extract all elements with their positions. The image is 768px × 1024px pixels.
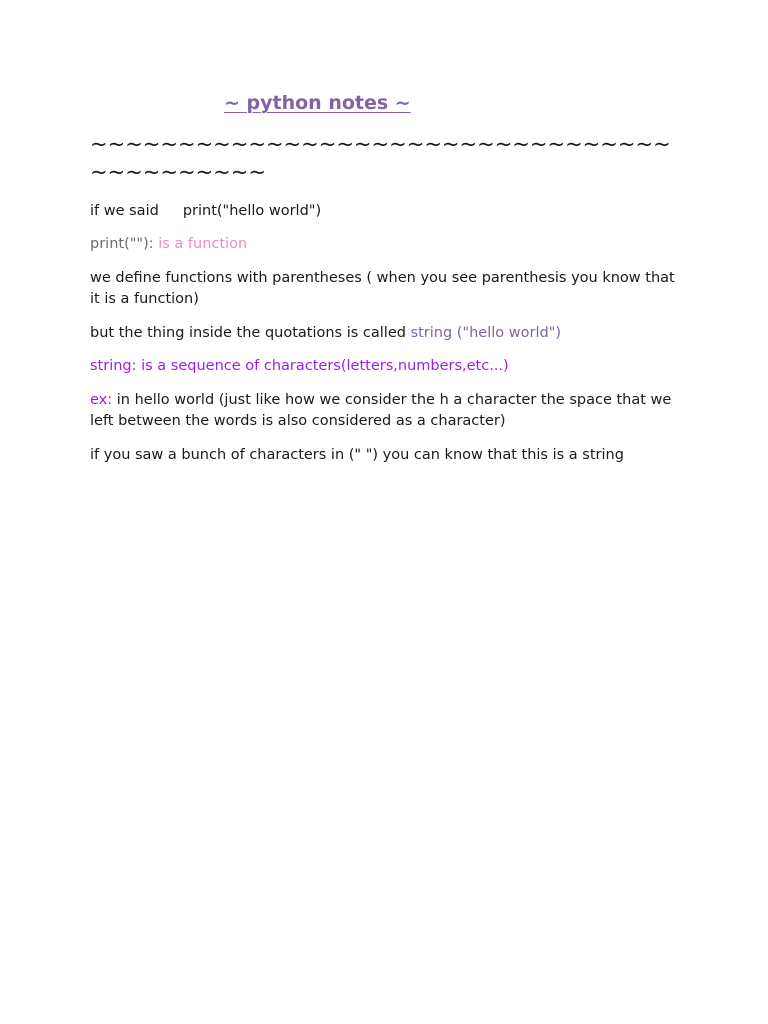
paragraph-string-recognition: if you saw a bunch of characters in (" ") you can know that this is a string [90, 447, 624, 463]
code-print-empty: print(""): [90, 236, 154, 252]
page-title: ~ python notes ~ [224, 92, 411, 114]
example-text: in hello world (just like how we consider the h a character the space that we left between the words is also considered as a character) [90, 392, 672, 429]
paragraph-lead-text: if we said [90, 203, 159, 219]
paragraph-print-example [90, 201, 680, 222]
paragraph-string-definition: string: is a sequence of characters(letters,numbers,etc...) [90, 358, 509, 374]
paragraph-string-called [90, 323, 680, 344]
paragraph-example [90, 390, 680, 431]
paragraph-text: but the thing inside the quotations is called [90, 325, 411, 341]
tilde-divider: ~~~~~~~~~~~~~~~~~~~~~~~~~~~~~~~~~~~~~~~~~~~ [90, 132, 671, 184]
paragraph-print-function [90, 234, 680, 255]
function-note: is a function [153, 236, 248, 252]
paragraph-define-functions: we define functions with parentheses ( when you see parenthesis you know that it is a function) [90, 270, 675, 307]
string-highlight: string ("hello world") [410, 325, 562, 341]
code-print-hello: print("hello world") [182, 203, 322, 219]
example-label: ex: [90, 392, 113, 408]
